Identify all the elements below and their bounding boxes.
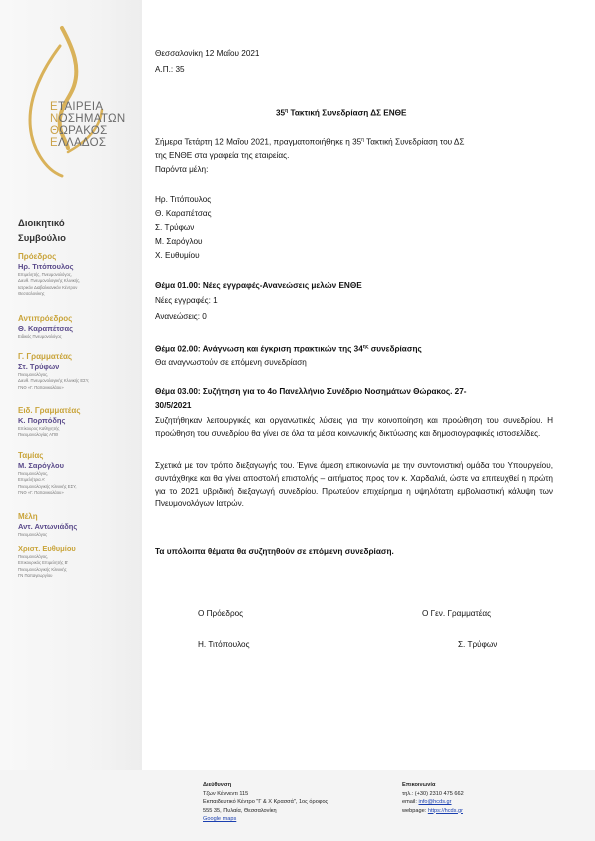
topic-3-title: Θέμα 03.00: Συζήτηση για το 4ο Πανελλήνιο Συνέδριο Νοσημάτων Θώρακος. 27- [155, 387, 467, 396]
signature-right-name: Σ. Τρύφων [458, 640, 498, 649]
board-title: Διοικητικό Συμβούλιο [18, 218, 66, 244]
org-name-line: ΕΛΛΑΔΟΣ [50, 137, 107, 149]
topic-3-paragraph-2: Σχετικά με τον τρόπο διεξαγωγής του. Έγινε άμεση επικοινωνία με την συντονιστική ομάδα του Υπουργείου, συντάχθηκε και θα γίνει αποστολή επιστολής – αιτήματος προς τον κ. Χαρδαλιά, ώστε να επιτευχθεί η πρώτη για το 2021 υβριδική διεξαγωγή συνεδρίου. Πρωτεύον επιχείρημα η υψηλότατη εμβολιαστική κάλυψη των Πνευμονολόγων Ιατρών. [155, 461, 553, 509]
footer-contact: Επικοινωνία τηλ.: (+30) 2310 475 662 email: info@hcds.gr webpage: https://hcds.gr [402, 782, 464, 814]
topic-3-paragraph-1: Συζητήθηκαν λειτουργικές και οργανωτικές λύσεις για την κοινοποίηση και προώθηση του συνεδρίου. Η προώθηση του συνεδρίου θα γίνει σε όλα τα μέσα κοινωνικής δικτύωσης και δημοσιογραφικές ιστοσελίδες. [155, 416, 553, 438]
topic-3-title: 30/5/2021 [155, 401, 192, 410]
sidebar [0, 0, 142, 770]
intro-line-1: Σήμερα Τετάρτη 12 Μαΐου 2021, πραγματοποιήθηκε η $35^\eta$ Τακτική Συνεδρίαση του ΔΣ [155, 137, 465, 147]
signature-left-name: Η. Τιτόπουλος [198, 640, 250, 649]
present-member: Σ. Τρύφων [155, 223, 195, 232]
signature-left-role: Ο Πρόεδρος [198, 609, 244, 618]
member-president: Πρόεδρος Ηρ. Τιτόπουλος Επιμελητής, Πνευμονολόγος, Διευθ. Πνευμονολογικής Κλινικής, Ιατρικόν Διαβαλκανικόν Κέντρον Θεσσαλονίκης [18, 252, 81, 296]
topic-2-text: Θα αναγνωστούν σε επόμενη συνεδρίαση [155, 358, 307, 367]
present-member: Θ. Καραπέτσας [155, 209, 212, 218]
member-general-secretary: Γ. Γραμματέας Στ. Τρύφων Πνευμονολόγος, Διευθ. Πνευμονολογικής Κλινικής ΕΣΥ, ΓΝΘ «Γ. Παπανικολάου» [18, 352, 90, 390]
present-member: Ηρ. Τιτόπουλος [155, 195, 212, 204]
org-name-line: ΘΩΡΑΚΟΣ [50, 125, 108, 137]
topic-2-title: Θέμα 02.00: Ανάγνωση και έγκριση πρακτικών της $34^{\eta\varsigma}$ συνεδρίασης [155, 344, 422, 354]
footer [0, 770, 595, 841]
org-name-line: ΕΤΑΙΡΕΙΑ [50, 101, 104, 113]
present-label: Παρόντα μέλη: [155, 165, 209, 174]
present-member: Χ. Ευθυμίου [155, 251, 200, 260]
intro-line-2: της ΕΝΘΕ στα γραφεία της εταιρείας. [155, 151, 290, 160]
meeting-title: $35^\eta$ Τακτική Συνεδρίαση ΔΣ ΕΝΘΕ [276, 108, 407, 118]
member-vice-president: Αντιπρόεδρος Θ. Καραπέτσας Ειδικός Πνευμονολόγος [18, 314, 74, 339]
member-efthymiou: Χριστ. Ευθυμίου Πνευμονολόγος, Επικουρικός Επιμελητής Β' Πνευμονολογικής Κλινικής ΓΝ Παπαγεωργίου [18, 544, 76, 578]
closing-statement: Τα υπόλοιπα θέματα θα συζητηθούν σε επόμενη συνεδρίαση. [155, 547, 394, 556]
org-name-line: ΝΟΣΗΜΑΤΩΝ [50, 113, 126, 125]
member-antoniadis: Μέλη Αντ. Αντωνιάδης Πνευμονολόγος [18, 512, 78, 537]
topic-1-line: Νέες εγγραφές: 1 [155, 296, 218, 305]
member-treasurer: Ταμίας Μ. Σαρόγλου Πνευμονολόγος, Επιμελήτρια Α' Πνευμονολογικής Κλινικής ΕΣΥ, ΓΝΘ «Γ. Παπανικολάου» [18, 451, 77, 495]
present-member: Μ. Σαρόγλου [155, 237, 203, 246]
member-special-secretary: Ειδ. Γραμματέας Κ. Πορπόδης Επίκουρος Καθηγητής Πνευμονολογίας ΑΠΘ [18, 406, 81, 438]
google-maps-link[interactable]: Google maps [203, 816, 237, 822]
signature-right-role: Ο Γεν. Γραμματέας [422, 609, 492, 618]
website-link[interactable]: https://hcds.gr [427, 807, 463, 814]
topic-1-line: Ανανεώσεις: 0 [155, 312, 207, 321]
email-link[interactable]: info@hcds.gr [418, 799, 452, 805]
footer-address: Διεύθυνση Τζων Κέννεντι 115 Εκπαιδευτικό Κέντρο "Γ & Χ Κρασσά", 1ος όροφος 555 35, Πυλαία, Θεσσαλονίκη Google maps [203, 782, 329, 822]
reference-number: Α.Π.: 35 [155, 65, 185, 74]
place-date: Θεσσαλονίκη 12 Μαΐου 2021 [155, 49, 260, 58]
topic-1-title: Θέμα 01.00: Νέες εγγραφές-Ανανεώσεις μελών ΕΝΘΕ [155, 281, 362, 290]
